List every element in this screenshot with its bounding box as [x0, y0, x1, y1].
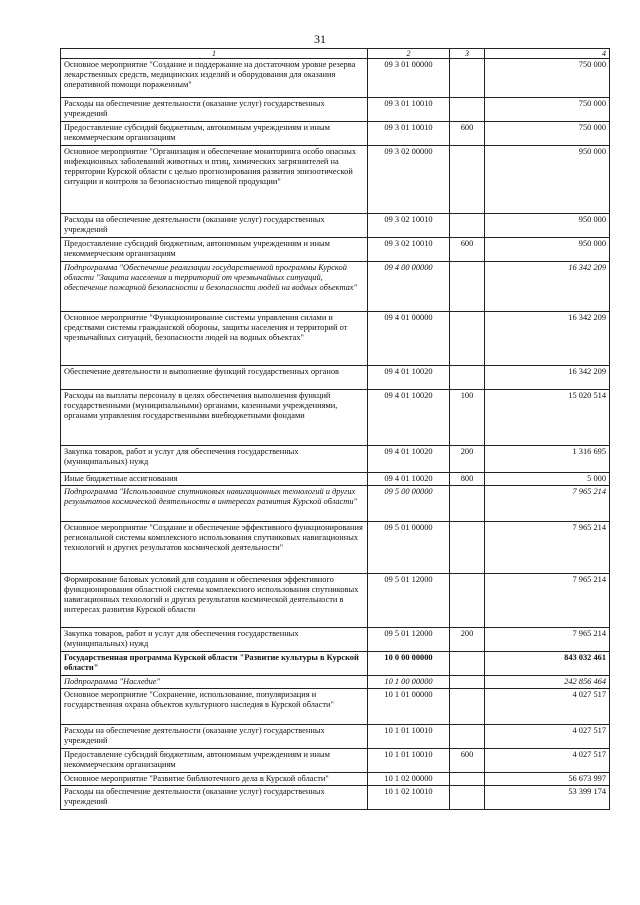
table-row — [61, 312, 610, 366]
table-row — [61, 446, 610, 473]
row-code: 09 3 02 10010 — [368, 238, 450, 262]
row-name: Иные бюджетные ассигнования — [61, 473, 368, 486]
row-code: 09 3 02 10010 — [368, 214, 450, 238]
row-expense-type — [450, 486, 485, 522]
table-row — [61, 146, 610, 214]
row-code: 09 5 01 12000 — [368, 574, 450, 628]
budget-table — [60, 48, 610, 810]
row-code: 10 1 01 10010 — [368, 725, 450, 749]
row-name: Основное мероприятие "Сохранение, использование, популяризация и государственная охрана объектов культурного наследия в Курской области" — [61, 689, 368, 725]
row-expense-type — [450, 786, 485, 810]
row-expense-type — [450, 262, 485, 312]
row-name: Подпрограмма "Обеспечение реализации государственной программы Курской области "Защита населения и территорий от чрезвычайных ситуаций, обеспечение пожарной безопасности и безопасности людей на водных объектах" — [61, 262, 368, 312]
row-expense-type: 600 — [450, 238, 485, 262]
row-expense-type — [450, 522, 485, 574]
row-name: Предоставление субсидий бюджетным, автономным учреждениям и иным некоммерческим организациям — [61, 238, 368, 262]
row-code: 09 4 00 00000 — [368, 262, 450, 312]
row-name: Обеспечение деятельности и выполнение функций государственных органов — [61, 366, 368, 390]
table-row — [61, 628, 610, 652]
row-amount: 16 342 209 — [485, 262, 610, 312]
row-amount: 750 000 — [485, 98, 610, 122]
table-row — [61, 652, 610, 676]
table-row — [61, 473, 610, 486]
table-row — [61, 262, 610, 312]
table-row — [61, 238, 610, 262]
row-expense-type — [450, 366, 485, 390]
row-name: Расходы на обеспечение деятельности (оказание услуг) государственных учреждений — [61, 786, 368, 810]
row-amount: 950 000 — [485, 238, 610, 262]
row-name: Расходы на обеспечение деятельности (оказание услуг) государственных учреждений — [61, 725, 368, 749]
row-expense-type: 800 — [450, 473, 485, 486]
row-amount: 4 027 517 — [485, 725, 610, 749]
header-col-2: 2 — [368, 49, 450, 59]
row-amount: 7 965 214 — [485, 486, 610, 522]
row-code: 09 5 01 00000 — [368, 522, 450, 574]
row-amount: 4 027 517 — [485, 749, 610, 773]
row-amount: 1 316 695 — [485, 446, 610, 473]
row-amount: 15 020 514 — [485, 390, 610, 446]
row-code: 10 1 00 00000 — [368, 676, 450, 689]
row-name: Предоставление субсидий бюджетным, автономным учреждениям и иным некоммерческим организациям — [61, 122, 368, 146]
row-name: Расходы на выплаты персоналу в целях обеспечения выполнения функций государственными (муниципальными) органами, казенными учреждениями, органами управления государственными внебюджетными фондами — [61, 390, 368, 446]
row-code: 09 5 01 12000 — [368, 628, 450, 652]
table-row — [61, 522, 610, 574]
row-expense-type: 200 — [450, 446, 485, 473]
table-row — [61, 59, 610, 98]
row-amount: 242 856 464 — [485, 676, 610, 689]
table-row — [61, 725, 610, 749]
table-row — [61, 486, 610, 522]
table-row — [61, 786, 610, 810]
row-code: 10 1 01 10010 — [368, 749, 450, 773]
row-code: 09 4 01 10020 — [368, 366, 450, 390]
row-expense-type — [450, 676, 485, 689]
table-row — [61, 366, 610, 390]
table-row — [61, 689, 610, 725]
row-amount: 4 027 517 — [485, 689, 610, 725]
header-col-4: 4 — [485, 49, 610, 59]
row-amount: 7 965 214 — [485, 574, 610, 628]
row-name: Предоставление субсидий бюджетным, автономным учреждениям и иным некоммерческим организациям — [61, 749, 368, 773]
row-amount: 7 965 214 — [485, 522, 610, 574]
row-name: Основное мероприятие "Функционирование системы управления силами и средствами системы гражданской обороны, защиты населения и территорий от чрезвычайных ситуаций, безопасности людей на водных объектах" — [61, 312, 368, 366]
row-code: 10 1 02 00000 — [368, 773, 450, 786]
row-amount: 5 000 — [485, 473, 610, 486]
row-code: 10 1 02 10010 — [368, 786, 450, 810]
table-row — [61, 676, 610, 689]
page-number: 31 — [314, 32, 326, 46]
row-amount: 950 000 — [485, 214, 610, 238]
row-amount: 843 032 461 — [485, 652, 610, 676]
row-code: 09 4 01 00000 — [368, 312, 450, 366]
row-name: Основное мероприятие "Организация и обеспечение мониторинга особо опасных инфекционных заболеваний животных и птиц, химических загрязнителей на территории Курской области с целью прогнозирования развития эпизоотической ситуации и контроля за безопасностью пищевой продукции" — [61, 146, 368, 214]
row-code: 09 3 02 00000 — [368, 146, 450, 214]
table-row — [61, 773, 610, 786]
row-name: Подпрограмма "Использование спутниковых навигационных технологий и других результатов космической деятельности в интересах развития Курской области" — [61, 486, 368, 522]
row-expense-type — [450, 214, 485, 238]
row-expense-type — [450, 146, 485, 214]
table-row — [61, 98, 610, 122]
row-amount: 56 673 997 — [485, 773, 610, 786]
row-code: 10 0 00 00000 — [368, 652, 450, 676]
row-name: Закупка товаров, работ и услуг для обеспечения государственных (муниципальных) нужд — [61, 628, 368, 652]
table-row — [61, 122, 610, 146]
row-expense-type — [450, 652, 485, 676]
row-code: 09 3 01 00000 — [368, 59, 450, 98]
row-name: Расходы на обеспечение деятельности (оказание услуг) государственных учреждений — [61, 98, 368, 122]
row-expense-type: 100 — [450, 390, 485, 446]
row-expense-type: 600 — [450, 122, 485, 146]
row-name: Закупка товаров, работ и услуг для обеспечения государственных (муниципальных) нужд — [61, 446, 368, 473]
row-code: 10 1 01 00000 — [368, 689, 450, 725]
row-expense-type — [450, 59, 485, 98]
row-code: 09 4 01 10020 — [368, 390, 450, 446]
row-amount: 7 965 214 — [485, 628, 610, 652]
row-expense-type — [450, 725, 485, 749]
table-body — [61, 59, 610, 810]
table-header-row — [61, 49, 610, 59]
header-col-1: 1 — [61, 49, 368, 59]
header-col-3: 3 — [450, 49, 485, 59]
row-expense-type — [450, 574, 485, 628]
row-code: 09 3 01 10010 — [368, 122, 450, 146]
row-expense-type — [450, 98, 485, 122]
row-code: 09 4 01 10020 — [368, 446, 450, 473]
row-expense-type: 200 — [450, 628, 485, 652]
row-expense-type — [450, 773, 485, 786]
row-expense-type: 600 — [450, 749, 485, 773]
row-expense-type — [450, 689, 485, 725]
table-row — [61, 390, 610, 446]
row-amount: 16 342 209 — [485, 366, 610, 390]
row-name: Расходы на обеспечение деятельности (оказание услуг) государственных учреждений — [61, 214, 368, 238]
row-expense-type — [450, 312, 485, 366]
row-name: Государственная программа Курской области "Развитие культуры в Курской области" — [61, 652, 368, 676]
row-code: 09 3 01 10010 — [368, 98, 450, 122]
table-row — [61, 214, 610, 238]
row-code: 09 5 00 00000 — [368, 486, 450, 522]
table-row — [61, 574, 610, 628]
row-amount: 750 000 — [485, 122, 610, 146]
row-amount: 950 000 — [485, 146, 610, 214]
row-name: Основное мероприятие "Создание и поддержание на достаточном уровне резерва лекарственных средств, медицинских изделий и оборудования для оказания оперативной помощи пораженным" — [61, 59, 368, 98]
row-amount: 750 000 — [485, 59, 610, 98]
row-name: Формирование базовых условий для создания и обеспечения эффективного функционирования областной системы комплексного использования спутниковых навигационных технологий и других результатов космической деятельности в интересах развития Курской области — [61, 574, 368, 628]
row-code: 09 4 01 10020 — [368, 473, 450, 486]
row-name: Основное мероприятие "Развитие библиотечного дела в Курской области" — [61, 773, 368, 786]
row-name: Подпрограмма "Наследие" — [61, 676, 368, 689]
row-name: Основное мероприятие "Создание и обеспечение эффективного функционирования региональной системы комплексного использования спутниковых навигационных технологий и других результатов космической деятельности" — [61, 522, 368, 574]
row-amount: 16 342 209 — [485, 312, 610, 366]
row-amount: 53 399 174 — [485, 786, 610, 810]
table-row — [61, 749, 610, 773]
